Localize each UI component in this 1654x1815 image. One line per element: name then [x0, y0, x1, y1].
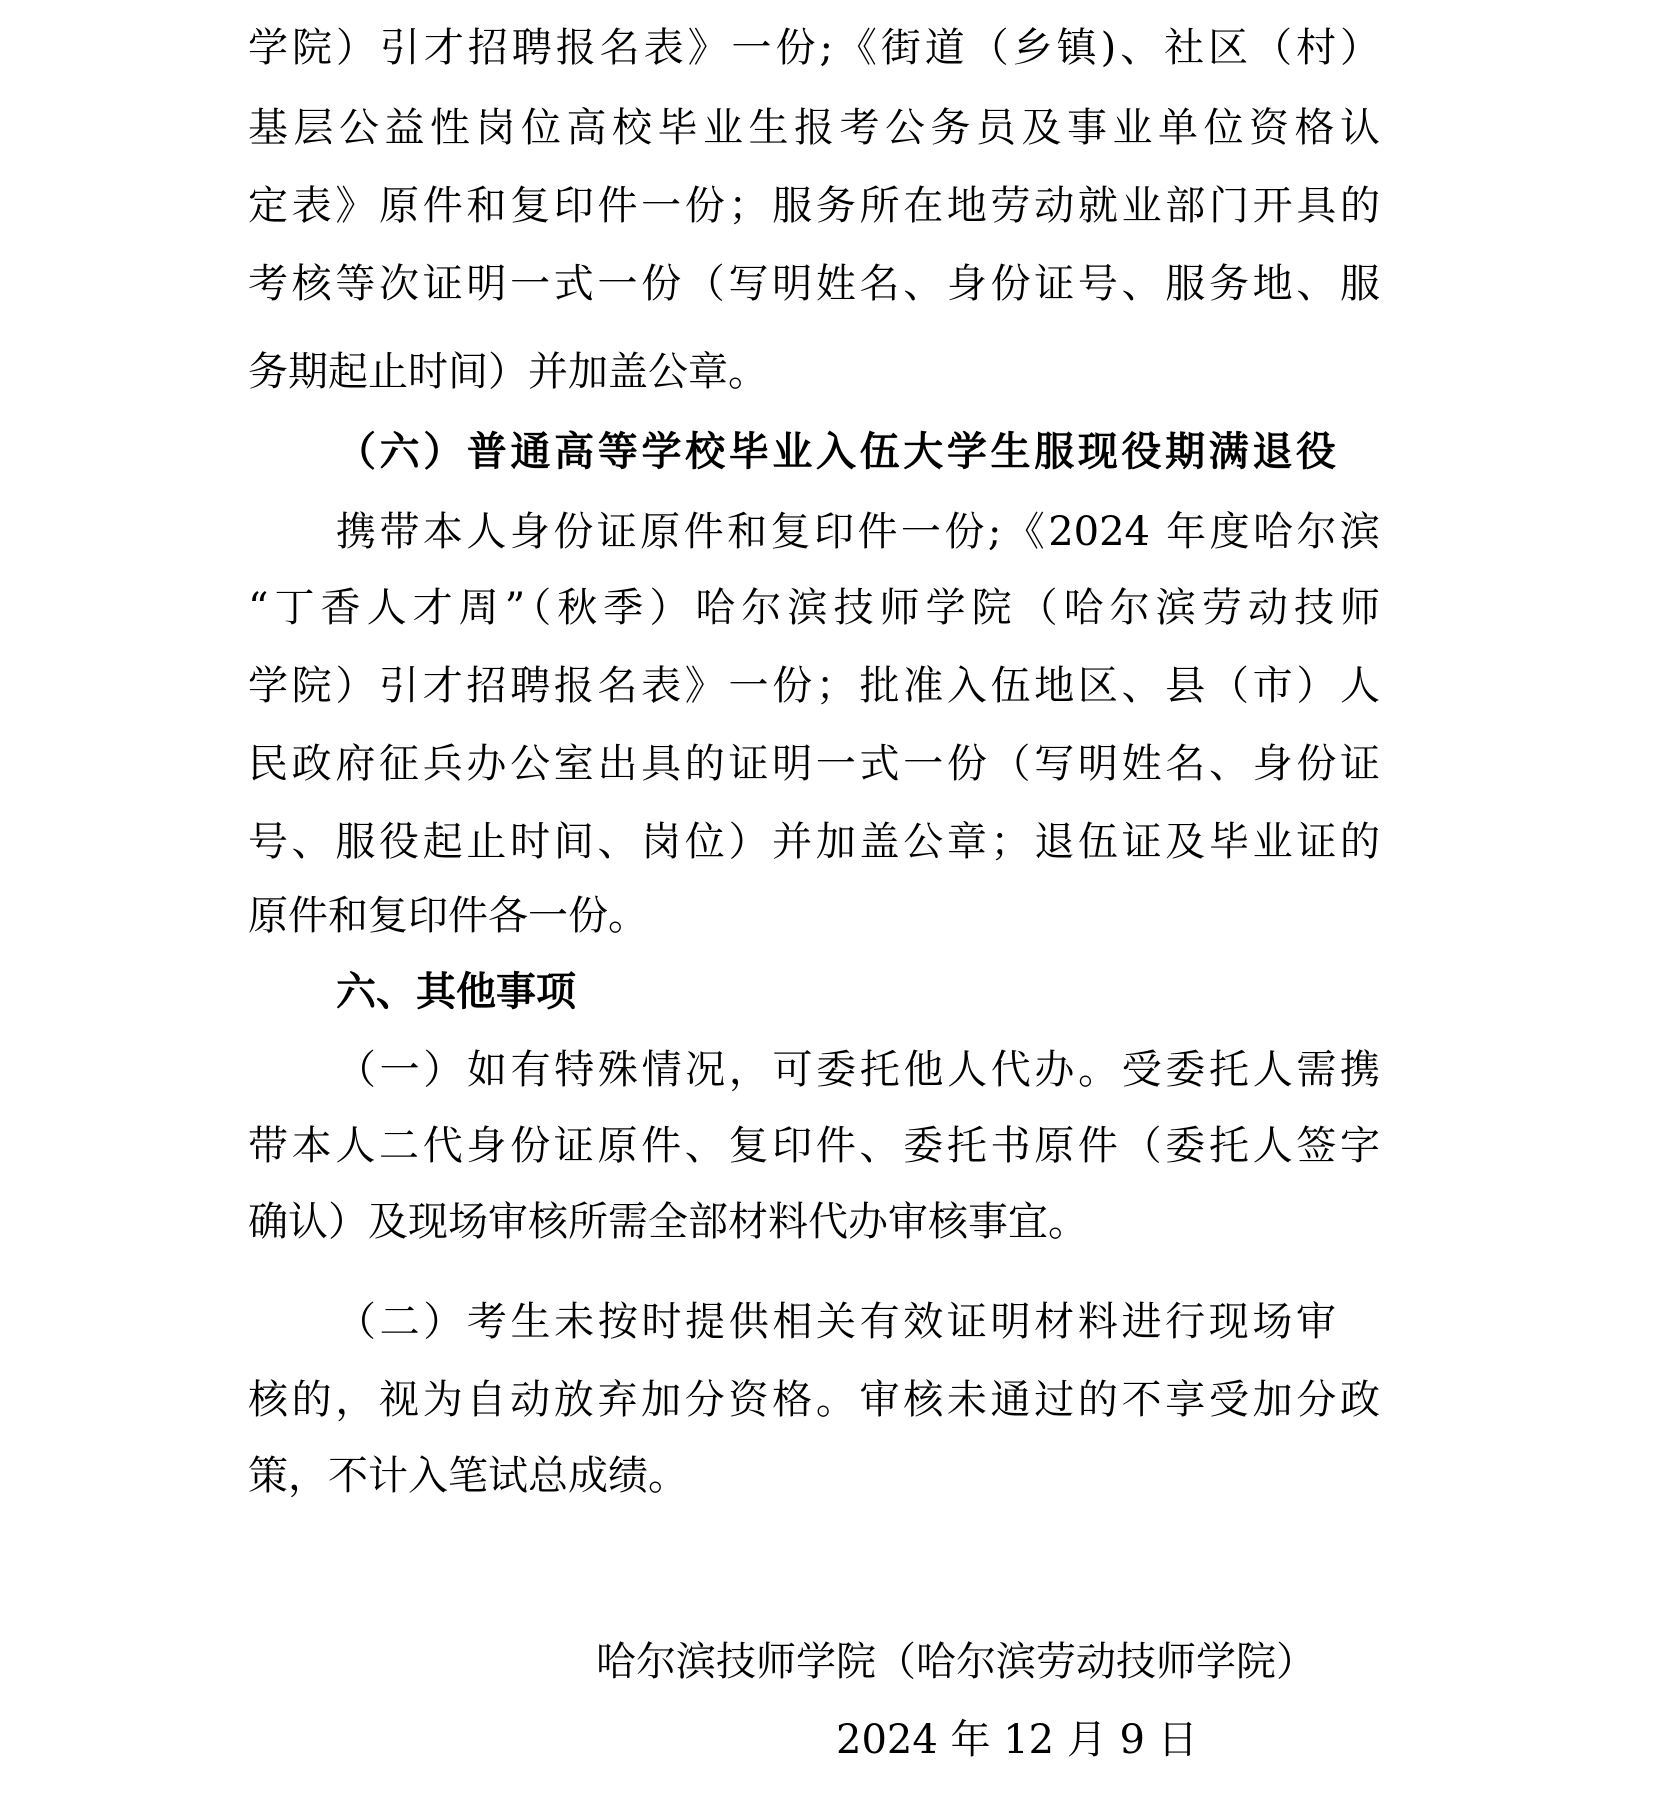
body-text-line: “丁香人才周”（秋季）哈尔滨技师学院（哈尔滨劳动技师	[248, 585, 1380, 631]
body-text-line: （二）考生未按时提供相关有效证明材料进行现场审	[336, 1299, 1336, 1345]
signature-organization: 哈尔滨技师学院（哈尔滨劳动技师学院）	[596, 1639, 1316, 1685]
body-text-line: （一）如有特殊情况，可委托他人代办。受委托人需携	[336, 1047, 1380, 1093]
signature-date: 2024 年 12 月 9 日	[836, 1717, 1198, 1763]
body-text-line: 基层公益性岗位高校毕业生报考公务员及事业单位资格认	[248, 105, 1380, 151]
body-text-line: 核的，视为自动放弃加分资格。审核未通过的不享受加分政	[248, 1377, 1380, 1423]
body-text-line: 学院）引才招聘报名表》一份;《街道（乡镇)、社区（村）	[248, 25, 1380, 71]
body-text-line: 带本人二代身份证原件、复印件、委托书原件（委托人签字	[248, 1123, 1380, 1169]
subsection-heading-6: （六）普通高等学校毕业入伍大学生服现役期满退役	[336, 428, 1336, 475]
body-text-line: 民政府征兵办公室出具的证明一式一份（写明姓名、身份证	[248, 741, 1380, 787]
body-text-line: 号、服役起止时间、岗位）并加盖公章；退伍证及毕业证的	[248, 819, 1380, 865]
body-text-line: 携带本人身份证原件和复印件一份;《2024 年度哈尔滨	[336, 509, 1380, 555]
body-text-line: 务期起止时间）并加盖公章。	[248, 349, 768, 395]
body-text-line: 原件和复印件各一份。	[248, 893, 648, 939]
section-heading-other-matters: 六、其他事项	[336, 969, 576, 1015]
body-text-line: 策，不计入笔试总成绩。	[248, 1453, 688, 1499]
body-text-line: 学院）引才招聘报名表》一份；批准入伍地区、县（市）人	[248, 663, 1380, 709]
body-text-line: 定表》原件和复印件一份；服务所在地劳动就业部门开具的	[248, 183, 1380, 229]
body-text-line: 确认）及现场审核所需全部材料代办审核事宜。	[248, 1199, 1088, 1245]
body-text-line: 考核等次证明一式一份（写明姓名、身份证号、服务地、服	[248, 261, 1380, 307]
